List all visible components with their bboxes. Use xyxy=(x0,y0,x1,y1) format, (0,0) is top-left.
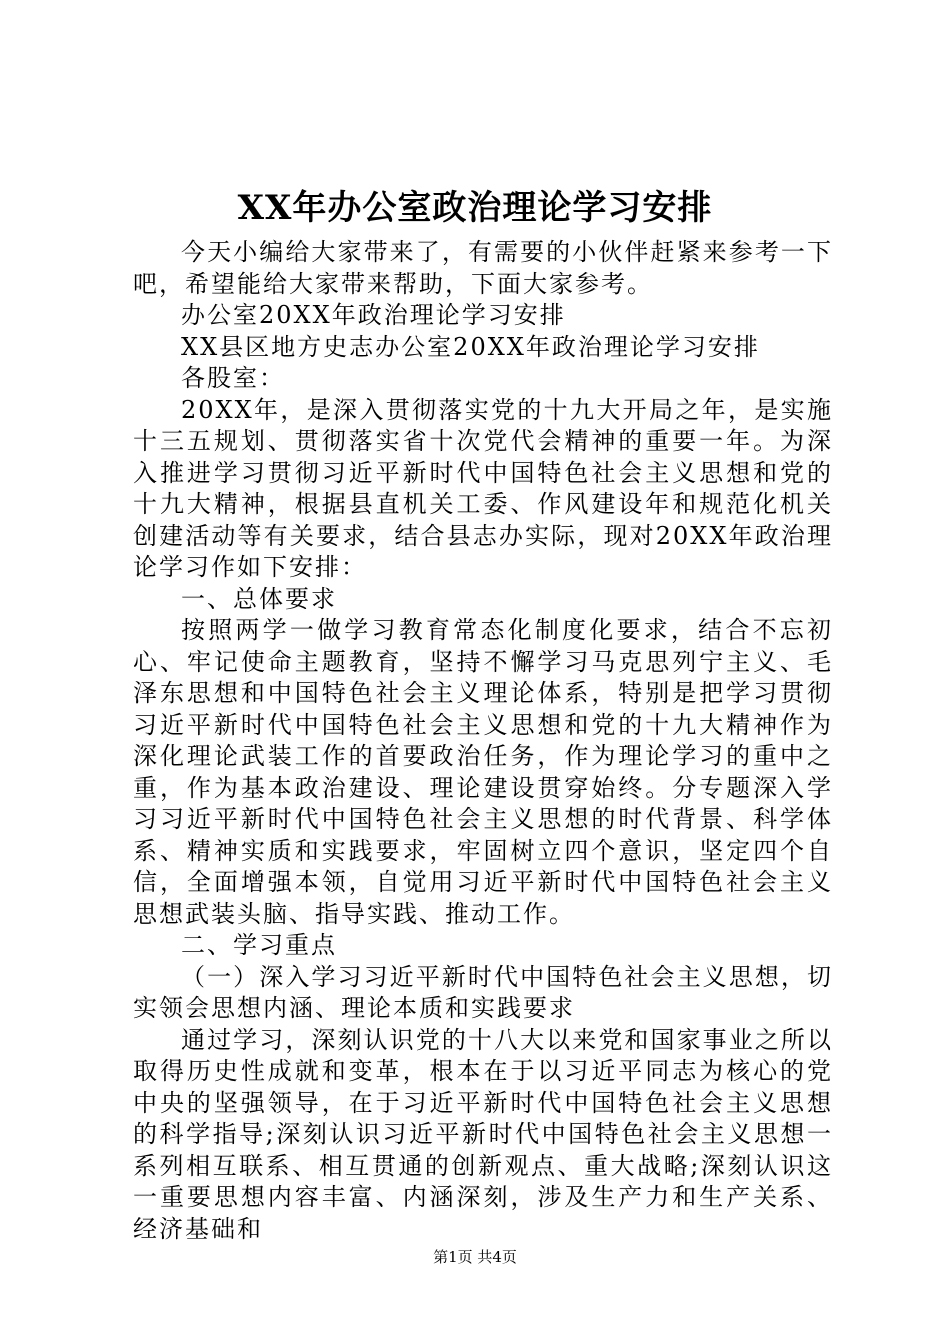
document-title: XX年办公室政治理论学习安排 xyxy=(237,188,713,228)
paragraph-salutation: 各股室： xyxy=(181,364,285,392)
paragraph-study-content: 通过学习，深刻认识党的十八大以来党和国家事业之所以取得历史性成就和变革，根本在于以习近平同志为核心的党中央的坚强领导，在于习近平新时代中国特色社会主义思想的科学指导;深刻认识习近平新时代中国特色社会主义思想一系列相互联系、相互贯通的创新观点、重大战略;深刻认识这一重要思想内容丰富、内涵深刻，涉及生产力和生产关系、经济基础和 xyxy=(133,1025,833,1243)
page-footer: 第1页 共4页 xyxy=(433,1248,517,1266)
paragraph-general-requirements: 按照两学一做学习教育常态化制度化要求，结合不忘初心、牢记使命主题教育，坚持不懈学习马克思列宁主义、毛泽东思想和中国特色社会主义理论体系，特别是把学习贯彻习近平新时代中国特色社会主义思想和党的十九大精神作为深化理论武装工作的首要政治任务，作为理论学习的重中之重，作为基本政治建设、理论建设贯穿始终。分专题深入学习习近平新时代中国特色社会主义思想的时代背景、科学体系、精神实质和实践要求，牢固树立四个意识，坚定四个自信，全面增强本领，自觉用习近平新时代中国特色社会主义思想武装头脑、指导实践、推动工作。 xyxy=(133,616,833,928)
document-body xyxy=(133,237,833,1245)
paragraph-intro: 今天小编给大家带来了，有需要的小伙伴赶紧来参考一下吧，希望能给大家带来帮助，下面大家参考。 xyxy=(133,238,833,298)
paragraph-background: 20XX年，是深入贯彻落实党的十九大开局之年，是实施十三五规划、贯彻落实省十次党代会精神的重要一年。为深入推进学习贯彻习近平新时代中国特色社会主义思想和党的十九大精神，根据县直机关工委、作风建设年和规范化机关创建活动等有关要求，结合县志办实际，现对20XX年政治理论学习作如下安排： xyxy=(133,395,833,581)
section-heading-general-requirements: 一、总体要求 xyxy=(181,584,337,613)
paragraph-subtitle: 办公室20XX年政治理论学习安排 xyxy=(181,301,566,329)
section-heading-study-focus: 二、学习重点 xyxy=(181,931,337,959)
subsection-heading-1: （一）深入学习习近平新时代中国特色社会主义思想，切实领会思想内涵、理论本质和实践要求 xyxy=(133,962,833,1022)
paragraph-heading: XX县区地方史志办公室20XX年政治理论学习安排 xyxy=(181,332,760,361)
